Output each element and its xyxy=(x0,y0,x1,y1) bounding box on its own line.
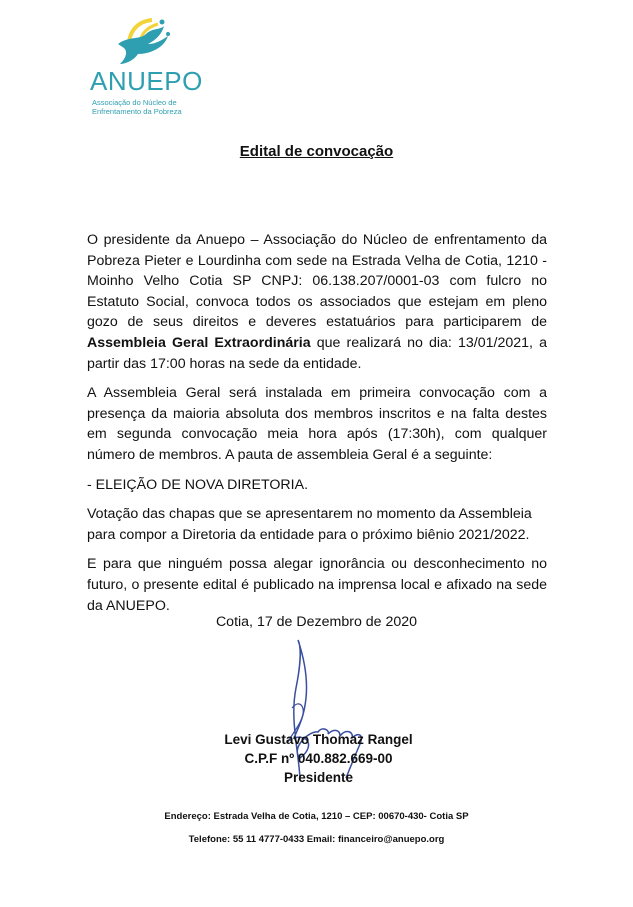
document-body xyxy=(87,230,547,625)
logo-subtitle-line1: Associação do Núcleo de xyxy=(92,98,177,107)
signer-role: Presidente xyxy=(283,770,354,785)
paragraph-intro xyxy=(87,230,547,374)
intro-text-end: que realizará no dia: 13/01/2021, a partir das 17:00 horas na sede da entidade. xyxy=(87,334,547,372)
paragraph-agenda-item: - ELEIÇÃO DE NOVA DIRETORIA. xyxy=(87,476,309,493)
footer-address: Endereço: Estrada Velha de Cotia, 1210 – CEP: 00670-430- Cotia SP xyxy=(164,811,469,822)
signer-cpf: C.P.F nº 040.882.669-00 xyxy=(244,751,393,766)
document-title: Edital de convocação xyxy=(239,143,394,160)
logo-subtitle-line2: Enfrentamento da Pobreza xyxy=(92,107,182,116)
intro-text: O presidente da Anuepo – Associação do Núcleo de enfrentamento da Pobreza Pieter e Lourdinha com sede na Estrada Velha de Cotia, 1210 - Moinho Velho Cotia SP CNPJ: 06.138.207/0001-03 com fulcro no Estatuto Social, convoca todos os associados que estejam em pleno gozo de seus direitos e deveres estatuários para participarem de xyxy=(87,232,547,331)
footer-contact: Telefone: 55 11 4777-0433 Email: financeiro@anuepo.org xyxy=(188,834,445,845)
date-line: Cotia, 17 de Dezembro de 2020 xyxy=(215,614,418,630)
intro-bold-text: Assembleia Geral Extraordinária xyxy=(87,334,311,351)
signer-name: Levi Gustavo Thomaz Rangel xyxy=(224,732,413,747)
anuepo-logo xyxy=(86,14,216,118)
paragraph-closing: E para que ninguém possa alegar ignorância ou desconhecimento no futuro, o presente edital é publicado na imprensa local e afixado na sede da ANUEPO. xyxy=(87,556,547,614)
paragraph-voting: Votação das chapas que se apresentarem no momento da Assembleia para compor a Diretoria da entidade para o próximo biênio 2021/2022. xyxy=(87,506,532,543)
logo-name: ANUEPO xyxy=(90,66,203,96)
paragraph-assembly: A Assembleia Geral será instalada em primeira convocação com a presença da maioria absoluta dos membros inscritos e na falta destes em segunda convocação meia hora após (17:30h), com qualquer número de membros. A pauta de assembleia Geral é a seguinte: xyxy=(87,385,547,463)
signer-block xyxy=(0,730,633,787)
logo-subtitle xyxy=(92,98,182,116)
dove-sun-icon xyxy=(104,14,184,70)
